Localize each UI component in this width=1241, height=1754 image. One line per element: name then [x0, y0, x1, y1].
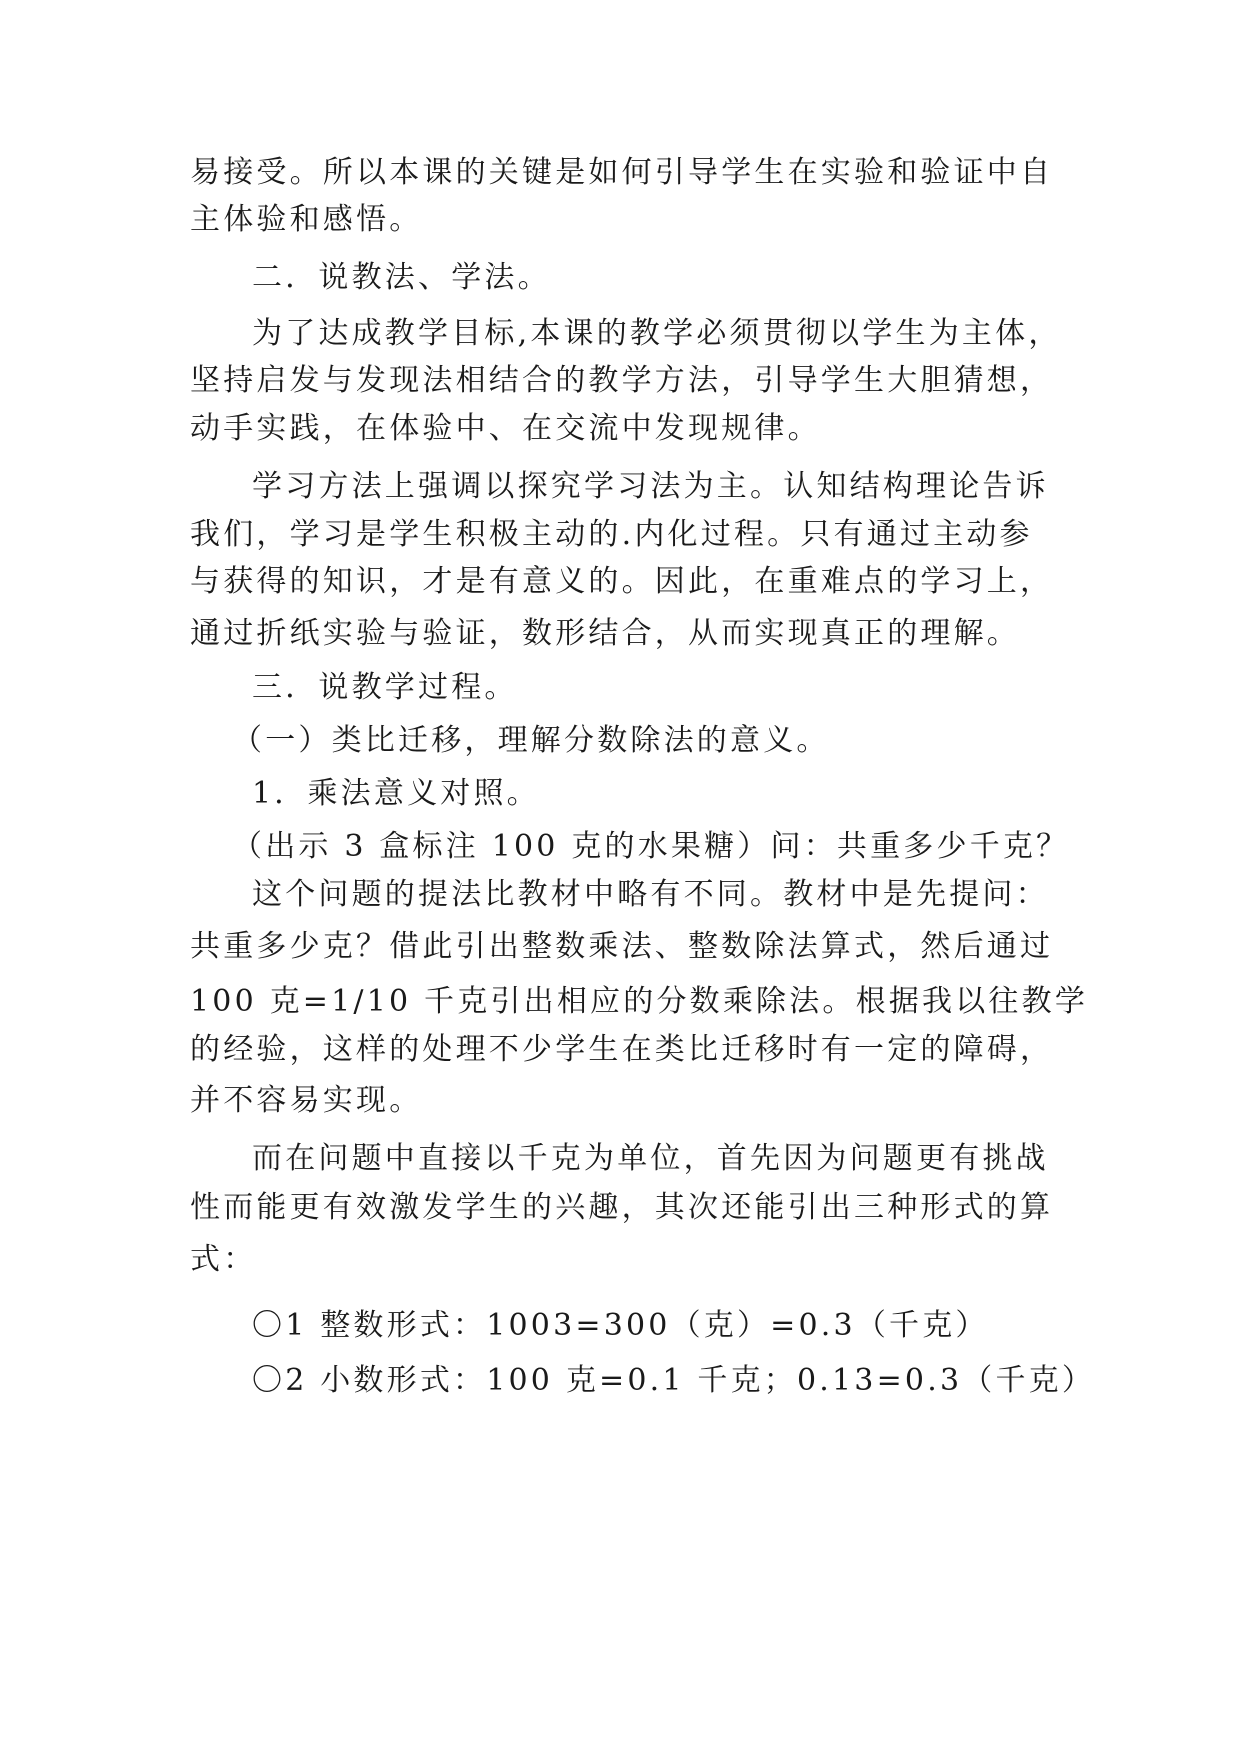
paragraph-line: 性而能更有效激发学生的兴趣，其次还能引出三种形式的算 [190, 1190, 1054, 1225]
paragraph-line: 动手实践，在体验中、在交流中发现规律。 [190, 411, 821, 446]
paragraph-line: 并不容易实现。 [190, 1083, 423, 1118]
section-heading: 三．说教学过程。 [252, 670, 518, 705]
paragraph-line: 而在问题中直接以千克为单位，首先因为问题更有挑战 [252, 1141, 1049, 1176]
paragraph-line: 主体验和感悟。 [190, 202, 423, 237]
formula-line: 〇1 整数形式：1003=300（克）=0.3（千克） [252, 1308, 989, 1343]
paragraph-line: 学习方法上强调以探究学习法为主。认知结构理论告诉 [252, 469, 1049, 504]
paragraph-line: 与获得的知识，才是有意义的。因此，在重难点的学习上， [190, 564, 1054, 599]
paragraph-line: 易接受。所以本课的关键是如何引导学生在实验和验证中自 [190, 155, 1054, 190]
paragraph-line: 100 克=1/10 千克引出相应的分数乘除法。根据我以往教学 [190, 984, 1089, 1019]
paragraph-line: 坚持启发与发现法相结合的教学方法，引导学生大胆猜想， [190, 363, 1054, 398]
paragraph-line: 的经验，这样的处理不少学生在类比迁移时有一定的障碍， [190, 1032, 1054, 1067]
formula-line: 〇2 小数形式：100 克=0.1 千克；0.13=0.3（千克） [252, 1363, 1096, 1398]
paragraph-line: （出示 3 盒标注 100 克的水果糖）问：共重多少千克？ [232, 829, 1070, 864]
paragraph-line: 式： [190, 1242, 257, 1277]
paragraph-line: 我们，学习是学生积极主动的.内化过程。只有通过主动参 [190, 517, 1033, 552]
paragraph-line: 共重多少克？借此引出整数乘法、整数除法算式，然后通过 [190, 929, 1054, 964]
subsection-heading: （一）类比迁移，理解分数除法的意义。 [232, 723, 830, 758]
subsection-heading: 1．乘法意义对照。 [252, 776, 540, 811]
paragraph-line: 通过折纸实验与验证，数形结合，从而实现真正的理解。 [190, 616, 1020, 651]
paragraph-line: 为了达成教学目标,本课的教学必须贯彻以学生为主体， [252, 316, 1062, 351]
section-heading: 二．说教法、学法。 [252, 260, 551, 295]
paragraph-line: 这个问题的提法比教材中略有不同。教材中是先提问： [252, 877, 1049, 912]
